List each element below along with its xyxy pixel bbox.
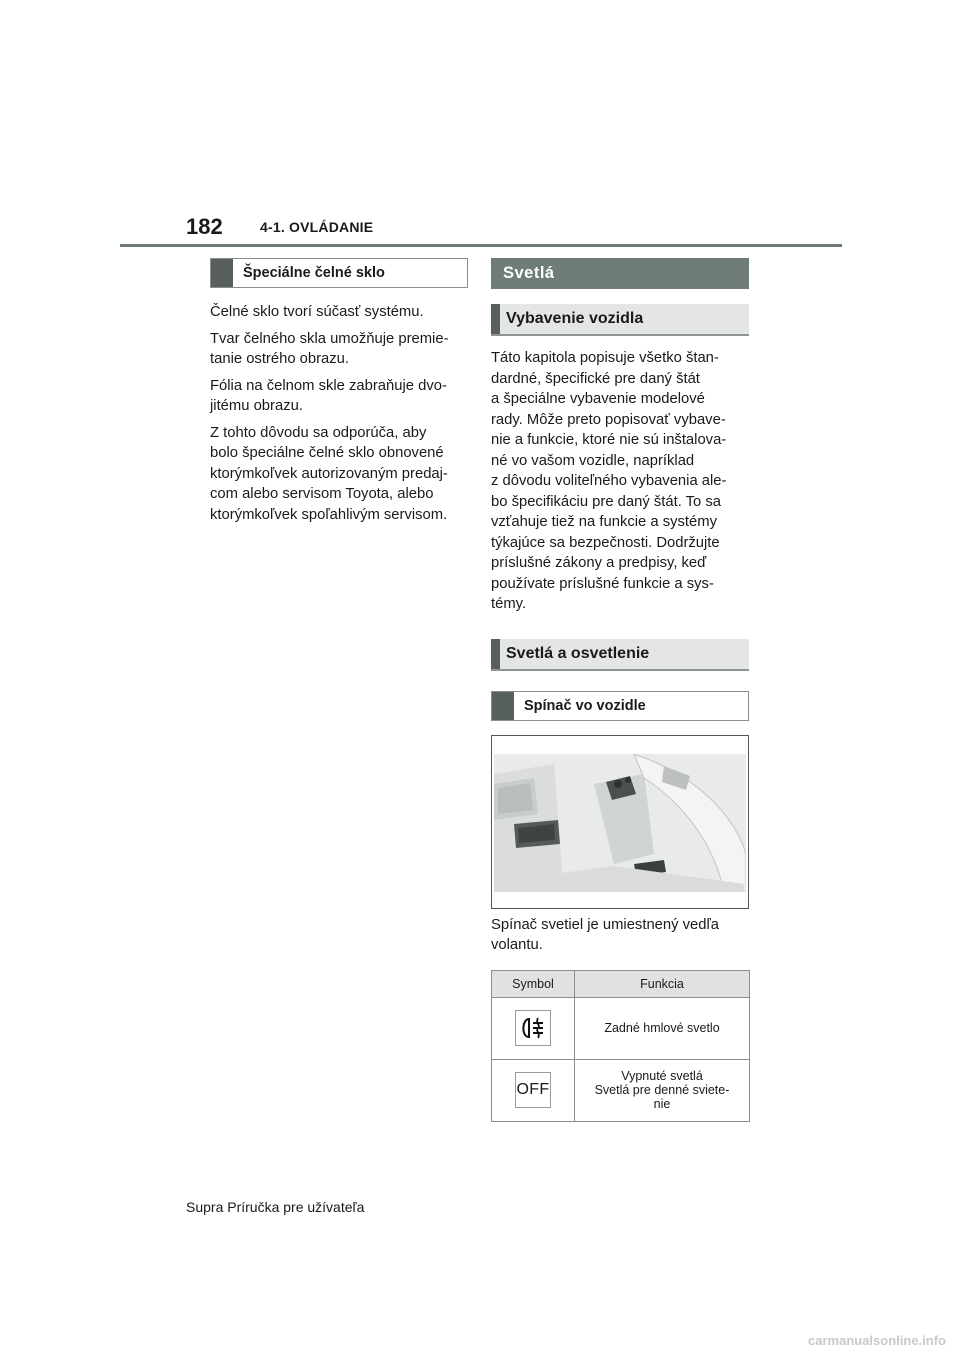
figure-caption: Spínač svetiel je umiestnený vedľa volantu. xyxy=(491,916,720,953)
heading-text: Spínač vo vozidle xyxy=(524,697,646,714)
table-row xyxy=(492,997,750,1059)
watermark: carmanualsonline.info xyxy=(808,1333,946,1348)
paragraph: Tvar čelného skla umožňuje premie- tanie ostrého obrazu. xyxy=(210,330,449,367)
switch-in-vehicle-heading xyxy=(491,691,749,721)
chapter-title: 4-1. OVLÁDANIE xyxy=(260,219,374,235)
heading-marker xyxy=(211,259,233,287)
page-number: 182 xyxy=(186,214,223,239)
column-header-symbol: Symbol xyxy=(492,970,575,997)
left-column xyxy=(210,258,468,531)
heading-marker xyxy=(492,692,514,720)
heading-text: Svetlá a osvetlenie xyxy=(506,644,650,662)
car-interior-illustration xyxy=(494,754,746,892)
function-cell: Vypnuté svetlá Svetlá pre denné sviete- nie xyxy=(575,1059,750,1121)
light-switch-figure xyxy=(491,735,749,909)
heading-text: Špeciálne čelné sklo xyxy=(243,265,385,281)
symbol-cell xyxy=(492,997,575,1059)
lights-and-lighting-heading xyxy=(491,639,749,671)
equipment-paragraph: Táto kapitola popisuje všetko štan- dardné, špecifické pre daný štát a špeciálne vybavenie modelové rady. Môže preto popisovať vybave- nie a funkcie, ktoré nie sú inštalova- né vo vašom vozidle, napríklad z dôvodu voliteľného vybavenia ale- bo špecifikáciu pre daný štát. To sa vzťahuje tiež na funkcie a systémy týkajúce sa bezpečnosti. Dodržujte príslušné zákony a predpisy, keď používate príslušné funkcie a sys- témy. xyxy=(491,350,727,612)
off-symbol-text: OFF xyxy=(516,1081,550,1098)
table-row xyxy=(492,1059,750,1121)
function-cell: Zadné hmlové svetlo xyxy=(575,997,750,1059)
vehicle-equipment-heading xyxy=(491,304,749,336)
footer: Supra Príručka pre užívateľa xyxy=(186,1199,365,1215)
header-rule xyxy=(120,244,842,247)
heading-marker xyxy=(491,639,500,669)
special-windshield-heading xyxy=(210,258,468,288)
lights-main-heading: Svetlá xyxy=(491,258,749,289)
table-header-row xyxy=(492,970,750,997)
symbol-table xyxy=(491,970,750,1122)
paragraph: Čelné sklo tvorí súčasť systému. xyxy=(210,304,424,320)
rear-fog-light-icon xyxy=(515,1010,551,1046)
paragraph: Fólia na čelnom skle zabraňuje dvo- jitému obrazu. xyxy=(210,377,447,414)
paragraph: Z tohto dôvodu sa odporúča, aby bolo špeciálne čelné sklo obnovené ktorýmkoľvek autorizovaným predaj- com alebo servisom Toyota, alebo ktorýmkoľvek spoľahlivým servisom. xyxy=(210,424,448,523)
column-header-function: Funkcia xyxy=(575,970,750,997)
symbol-cell xyxy=(492,1059,575,1121)
heading-marker xyxy=(491,304,500,334)
right-column xyxy=(491,258,749,1122)
off-icon xyxy=(515,1072,551,1108)
heading-text: Vybavenie vozidla xyxy=(506,310,644,327)
